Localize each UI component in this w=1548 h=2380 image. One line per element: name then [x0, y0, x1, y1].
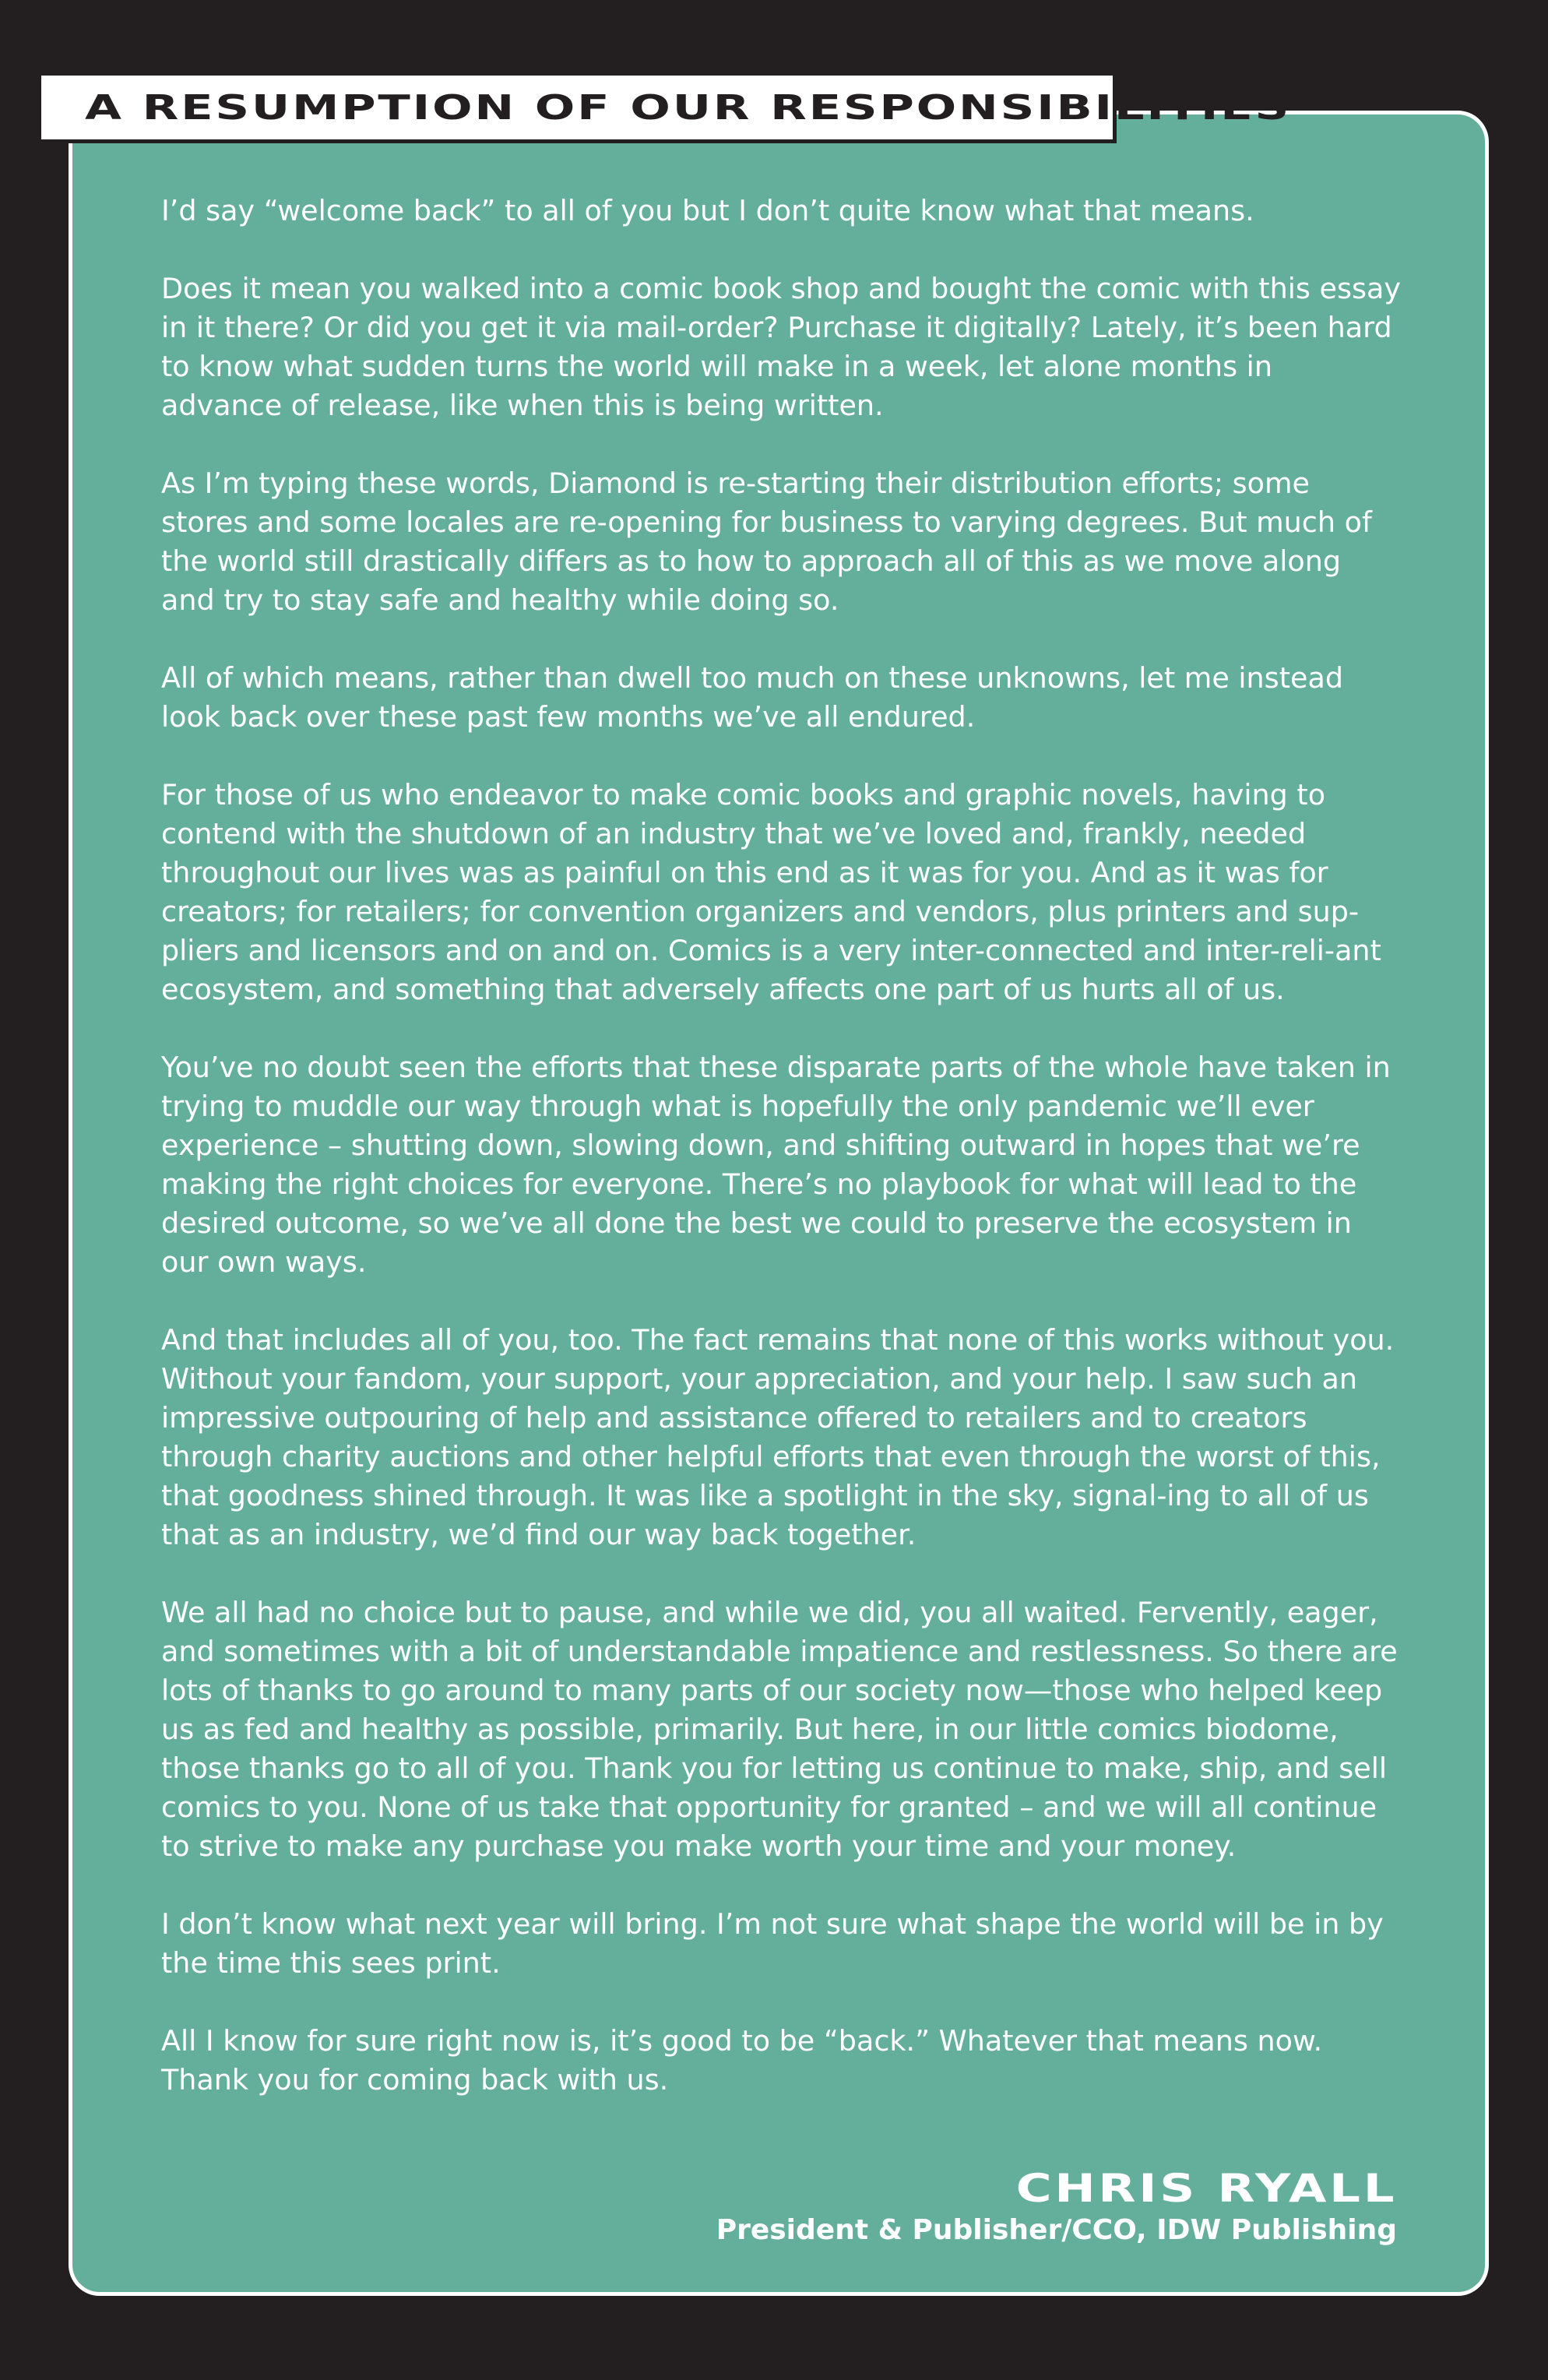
essay-paragraph: And that includes all of you, too. The fact remains that none of this works without you. Without your fandom, your support, your appreciation, and your help. I saw such an impressive outpouring of help and assistance offered to retailers and to creators through charity auctions and other helpful efforts that even through the worst of this, that goodness shined through. It was like a spotlight in the sky, signal-ing to all of us that as an industry, we’d find our way back together. — [161, 1323, 1395, 1551]
essay-body — [161, 192, 1401, 2139]
author-name: CHRIS RYALL — [1015, 2166, 1397, 2211]
essay-paragraph: All of which means, rather than dwell too much on these unknowns, let me instead look back over these past few months we’ve all endured. — [161, 661, 1343, 734]
essay-paragraph: I don’t know what next year will bring. I’m not sure what shape the world will be in by the time this sees print. — [161, 1907, 1384, 1980]
author-title: President & Publisher/CCO, IDW Publishing — [716, 2214, 1397, 2246]
signature-block — [716, 2167, 1397, 2251]
essay-paragraph: Does it mean you walked into a comic book shop and bought the comic with this essay in it there? Or did you get it via mail-order? Purchase it digitally? Lately, it’s been hard to know what sudden turns the world will make in a week, let alone months in advance of release, like when this is being written. — [161, 272, 1401, 422]
essay-paragraph: You’ve no doubt seen the efforts that these disparate parts of the whole have taken in trying to muddle our way through what is hopefully the only pandemic we’ll ever experience – shutting down, slowing down, and shifting outward in hopes that we’re making the right choices for everyone. There’s no playbook for what will lead to the desired outcome, so we’ve all done the best we could to preserve the ecosystem in our own ways. — [161, 1051, 1391, 1279]
essay-paragraph: I’d say “welcome back” to all of you but I don’t quite know what that means. — [161, 194, 1254, 227]
essay-paragraph: As I’m typing these words, Diamond is re-starting their distribution efforts; some stores and some locales are re-opening for business to varying degrees. But much of the world still drastically differs as to how to approach all of this as we move along and try to stay safe and healthy while doing so. — [161, 466, 1372, 617]
essay-paragraph: For those of us who endeavor to make comic books and graphic novels, having to contend with the shutdown of an industry that we’ve loved and, frankly, needed throughout our lives was as painful on this end as it was for you. And as it was for creators; for retailers; for convention organizers and vendors, plus printers and sup-pliers and licensors and on and on. Comics is a very inter-connected and inter-reli-ant ecosystem, and something that adversely affects one part of us hurts all of us. — [161, 778, 1381, 1006]
essay-paragraph: All I know for sure right now is, it’s good to be “back.” Whatever that means now. Thank you for coming back with us. — [161, 2024, 1323, 2097]
page-title: A RESUMPTION OF OUR RESPONSIBILITIES — [85, 87, 1291, 128]
essay-paragraph: We all had no choice but to pause, and while we did, you all waited. Fervently, eager, and sometimes with a bit of understandable impatience and restlessness. So there are lots of thanks to go around to many parts of our society now—those who helped keep us as fed and healthy as possible, primarily. But here, in our little comics biodome, those thanks go to all of you. Thank you for letting us continue to make, ship, and sell comics to you. None of us take that opportunity for granted – and we will all continue to strive to make any purchase you make worth your time and your money. — [161, 1596, 1398, 1863]
title-banner — [37, 72, 1291, 143]
